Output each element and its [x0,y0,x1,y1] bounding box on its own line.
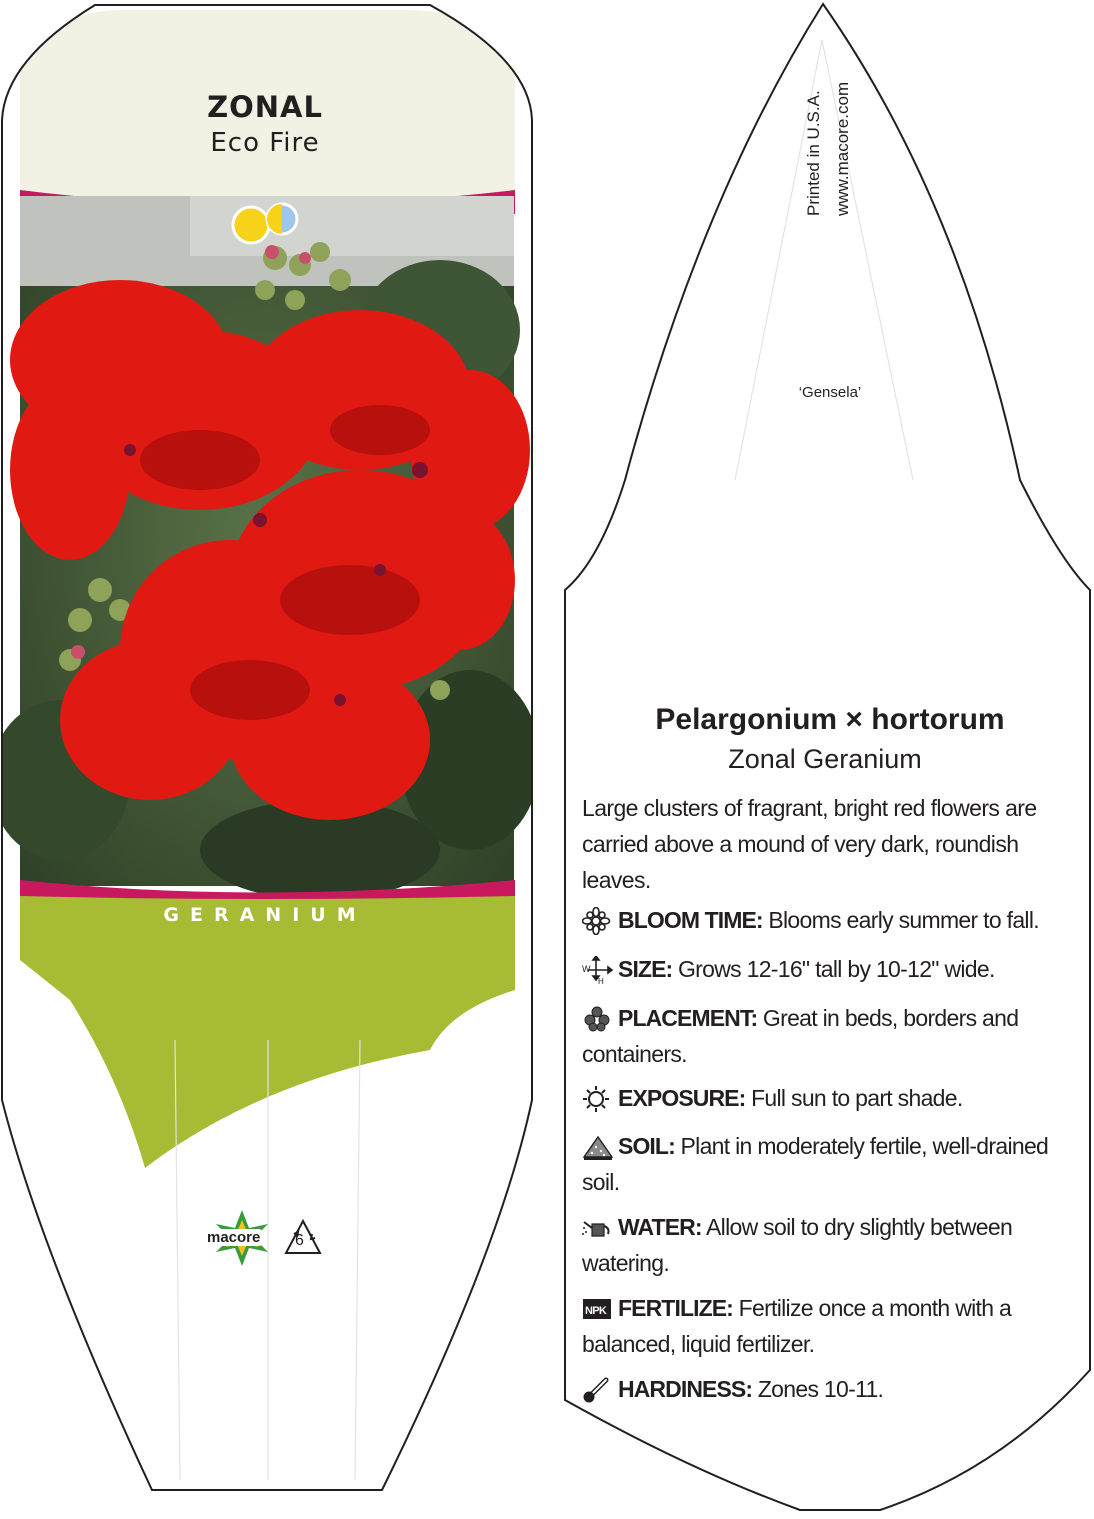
info-label: SIZE: [618,956,673,982]
info-label: EXPOSURE: [618,1085,746,1111]
svg-text:W: W [582,964,590,974]
watering-can-icon [582,1214,614,1242]
info-row-size [582,951,1067,987]
info-row-fertilize [582,1290,1067,1362]
cultivar-name: ‘Gensela’ [798,384,862,401]
svg-text:NPK: NPK [585,1305,607,1317]
info-text: Blooms early summer to fall. [762,907,1039,933]
info-label: FERTILIZE: [618,1295,733,1321]
plant-series-title: ZONAL [207,90,323,124]
soil-icon [582,1133,614,1161]
macore-logo-text: macore [207,1229,261,1246]
info-text: Full sun to part shade. [745,1085,963,1111]
info-text: Fertilize once a month with a balanced, liquid fertilizer. [582,1295,1012,1357]
info-label: BLOOM TIME: [618,907,763,933]
flower-icon [582,907,614,935]
size-icon [582,956,614,984]
svg-text:H: H [598,977,604,984]
info-text: Grows 12-16" tall by 10-12" wide. [672,956,995,982]
sun-icon [582,1085,614,1113]
info-row-soil [582,1128,1067,1200]
npk-icon [582,1295,614,1323]
plant-category-label: GERANIUM [163,904,367,926]
info-text: Allow soil to dry slightly between watering. [582,1214,1013,1276]
info-label: SOIL: [618,1133,675,1159]
thermometer-icon [582,1376,614,1404]
plant-description: Large clusters of fragrant, bright red flowers are carried above a mound of very dark, roundish leaves. [582,795,1037,893]
info-label: WATER: [618,1214,702,1240]
printed-in-label: Printed in U.S.A. [804,90,823,216]
info-row-placement [582,1000,1067,1072]
info-row-water [582,1209,1067,1281]
geranium-photo [0,196,540,900]
website-label: www.macore.com [833,81,852,216]
common-name: Zonal Geranium [728,744,922,774]
plant-variety-name: Eco Fire [210,128,320,158]
botanical-name: Pelargonium × hortorum [655,703,1005,736]
info-row-exposure [582,1080,1067,1116]
info-row-bloom-time [582,902,1067,938]
info-row-hardiness [582,1371,1067,1407]
info-text: Zones 10-11. [752,1376,884,1402]
recycle-code: 6 [295,1232,304,1249]
info-label: PLACEMENT: [618,1005,758,1031]
info-text: Great in beds, borders and containers. [582,1005,1019,1067]
info-label: HARDINESS: [618,1376,753,1402]
info-text: Plant in moderately fertile, well-drained soil. [582,1133,1049,1195]
placement-icon [582,1005,614,1033]
